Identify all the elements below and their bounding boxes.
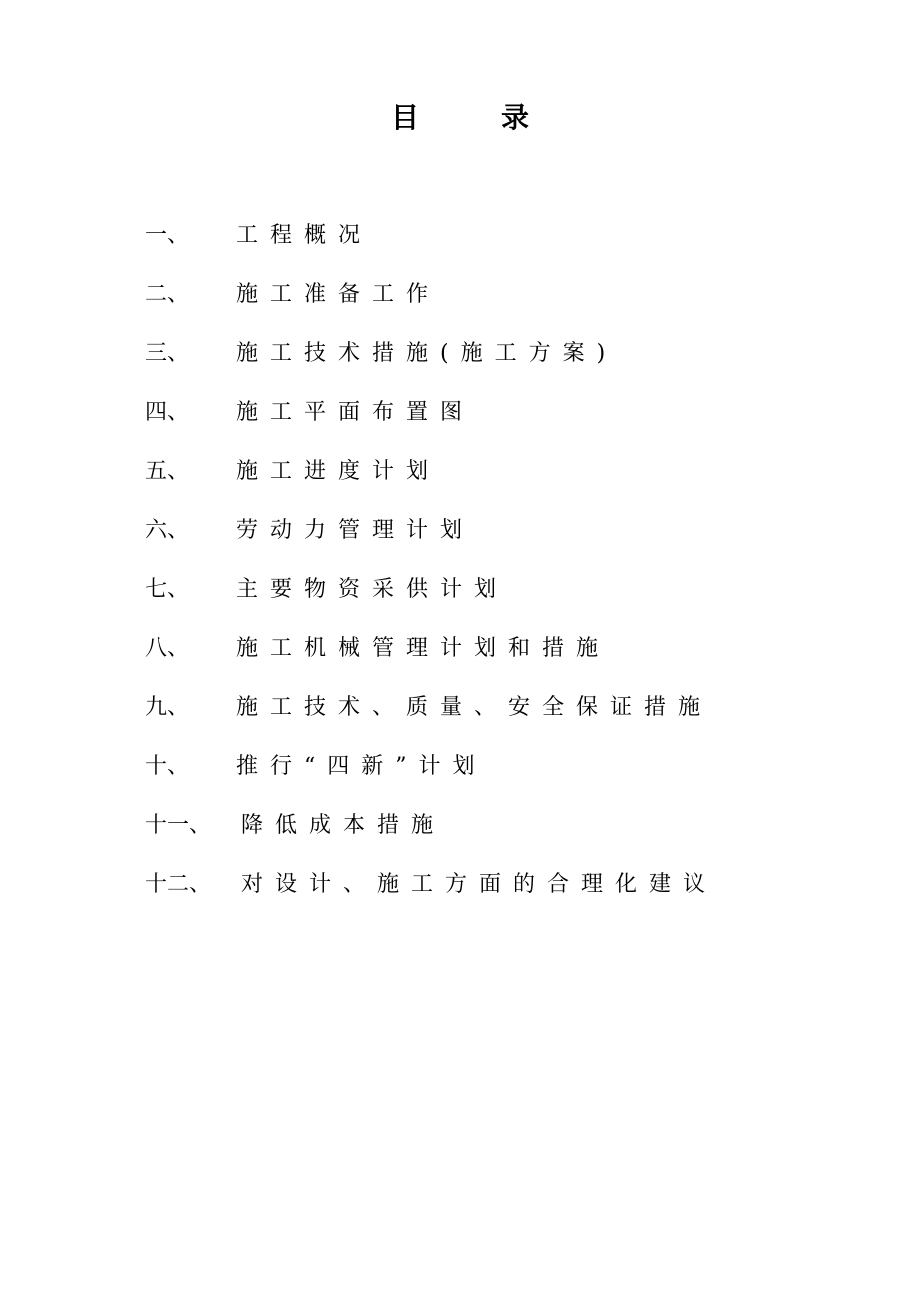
toc-item (0, 686, 920, 745)
table-of-contents (0, 214, 920, 922)
toc-item (0, 863, 920, 922)
toc-item-text: 施工进度计划 (236, 459, 441, 484)
toc-item-number: 十、 (145, 754, 190, 779)
toc-item-number: 十二、 (145, 872, 212, 897)
toc-item-number: 三、 (145, 341, 190, 366)
toc-item (0, 804, 920, 863)
toc-item (0, 332, 920, 391)
toc-item (0, 273, 920, 332)
toc-item-number: 十一、 (145, 813, 212, 838)
toc-item-number: 二、 (145, 282, 190, 307)
toc-item-text: 施工准备工作 (236, 282, 441, 307)
toc-item-number: 一、 (145, 223, 190, 248)
toc-item-text: 工程概况 (236, 223, 373, 248)
toc-item (0, 214, 920, 273)
page-title (0, 96, 920, 140)
toc-item (0, 391, 920, 450)
toc-item (0, 509, 920, 568)
toc-item (0, 627, 920, 686)
toc-item-text: 施工技术、质量、安全保证措施 (236, 695, 713, 720)
toc-item-number: 七、 (145, 577, 190, 602)
toc-item-number: 四、 (145, 400, 190, 425)
toc-item-number: 五、 (145, 459, 190, 484)
toc-item-text: 降低成本措施 (241, 813, 446, 838)
toc-item (0, 745, 920, 804)
toc-item-text: 主要物资采供计划 (236, 577, 509, 602)
toc-item-text: 对设计、施工方面的合理化建议 (241, 872, 718, 897)
title-char-second: 录 (501, 101, 530, 134)
toc-item (0, 450, 920, 509)
toc-item-number: 八、 (145, 636, 190, 661)
toc-item-number: 六、 (145, 518, 190, 543)
toc-item-text: 施工平面布置图 (236, 400, 475, 425)
toc-item-text: 劳动力管理计划 (236, 518, 475, 543)
title-char-first: 目 (390, 101, 419, 134)
toc-item-text: 施工机械管理计划和措施 (236, 636, 611, 661)
toc-item-number: 九、 (145, 695, 190, 720)
toc-item-text: 施工技术措施(施工方案) (236, 341, 618, 366)
toc-item (0, 568, 920, 627)
toc-item-text: 推行“四新”计划 (236, 754, 487, 779)
